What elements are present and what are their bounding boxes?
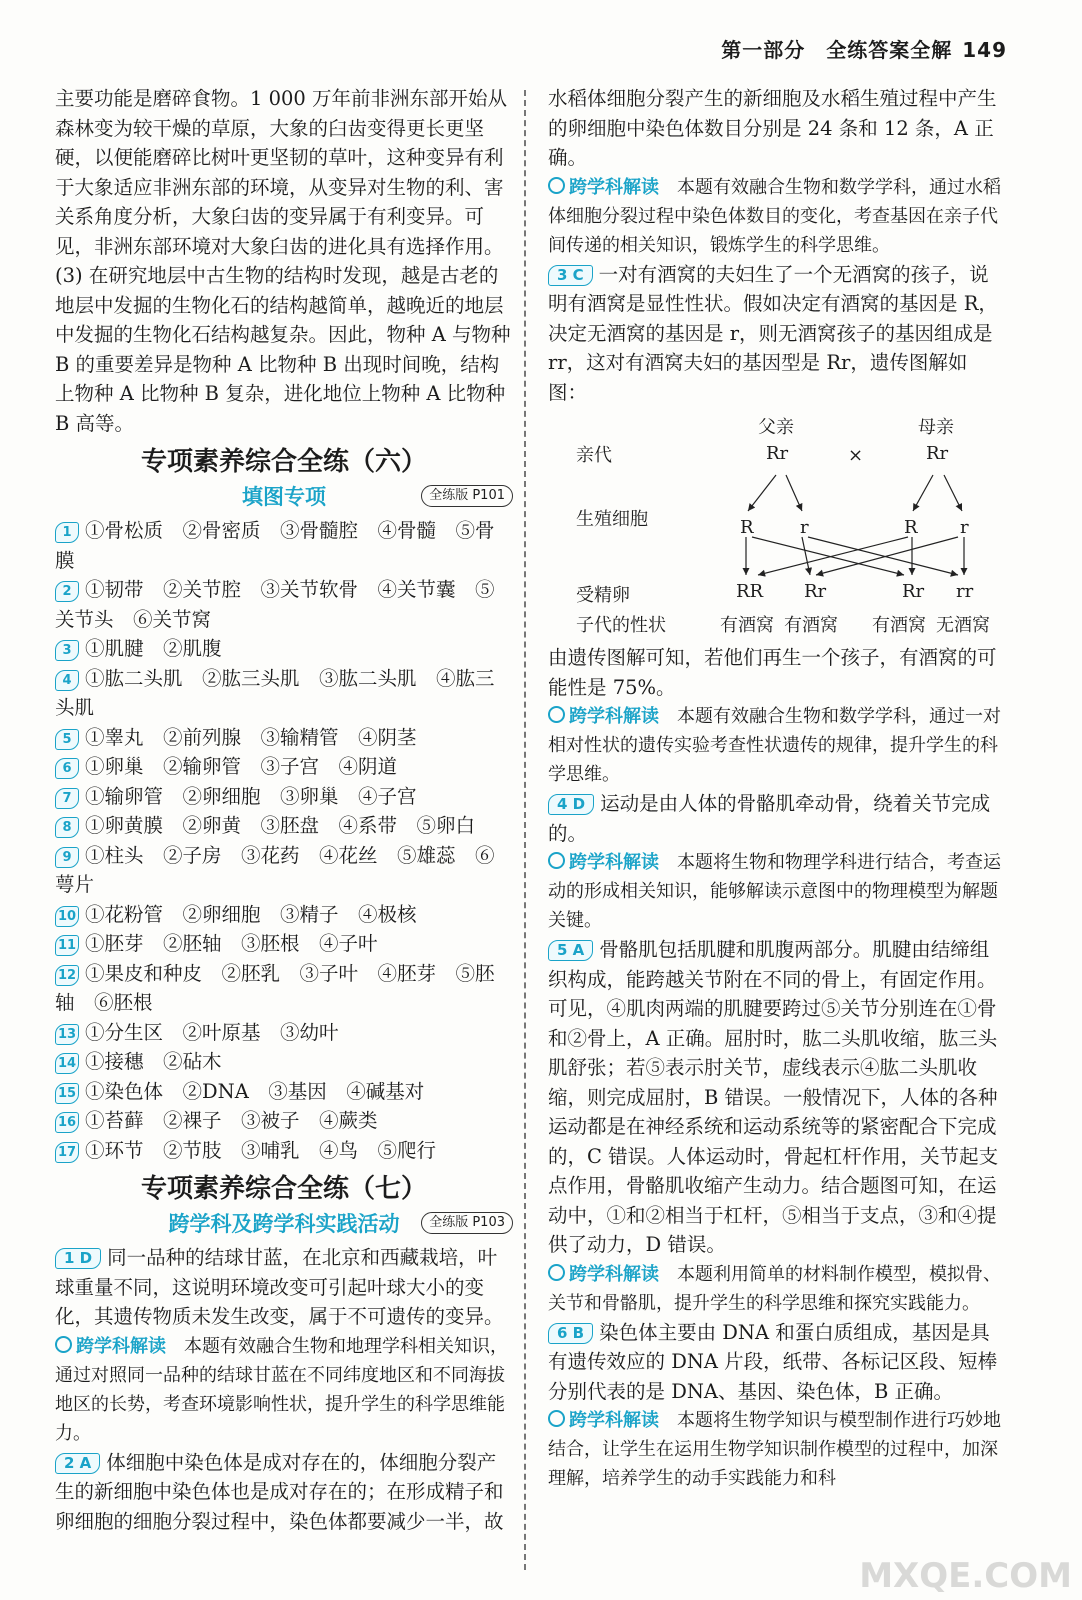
question-2-continued: 水稻体细胞分裂产生的新细胞及水稻生殖过程中产生的卵细胞中染色体数目分别是 24 条和 12 条，A 正确。 <box>548 87 997 169</box>
answer-item <box>55 811 513 841</box>
item-answer-text: ①卵巢 ②输卵管 ③子宫 ④阴道 <box>85 755 398 778</box>
question-1 <box>55 1243 513 1332</box>
note-2 <box>548 173 1006 260</box>
note-label: 跨学科解读 <box>76 1335 166 1357</box>
answer-item <box>55 752 513 782</box>
note-icon <box>548 706 565 723</box>
item-number-badge: 16 <box>55 1112 79 1133</box>
arrow <box>802 537 810 575</box>
answer-item <box>55 900 513 930</box>
item-answer-text: ①卵黄膜 ②卵黄 ③胚盘 ④系带 ⑤卵白 <box>85 814 476 837</box>
answer-item <box>55 841 513 900</box>
item-answer-text: ①胚芽 ②胚轴 ③胚根 ④子叶 <box>85 932 378 955</box>
row-label-gamete: 生殖细胞 <box>576 509 648 530</box>
question-1-text: 同一品种的结球甘蓝，在北京和西藏栽培，叶球重量不同，这说明环境改变可引起叶球大小的变化，其遗传物质未发生改变，属于不可遗传的变异。 <box>55 1246 504 1328</box>
column-divider <box>524 90 526 1570</box>
section7-subtitle: 跨学科及跨学科实践活动 <box>168 1212 400 1236</box>
trait: 无酒窝 <box>936 615 990 636</box>
answer-item <box>55 664 513 723</box>
answer-item <box>55 959 513 1018</box>
item-answer-text: ①骨松质 ②骨密质 ③骨髓腔 ④骨髓 ⑤骨膜 <box>55 519 495 572</box>
answer-badge: 6 B <box>548 1323 593 1344</box>
answer-item <box>55 1018 513 1048</box>
answer-item <box>55 1136 513 1166</box>
question-5-text: 骨骼肌包括肌腱和肌腹两部分。肌腱由结缔组织构成，能跨越关节附在不同的骨上，有固定作用。可见，④肌肉两端的肌腱要跨过⑤关节分别连在①骨和②骨上，A 正确。屈肘时，肱二头肌收缩，肱三头肌舒张；若⑤表示肘关节，虚线表示④肱二头肌收缩，则完成屈肘，B 错误。一般情况下，人体的各种运动都是在神经系统和运动系统等的紧密配合下完成的，C 错误。人体运动时，骨起杠杆作用，关节起支点作用，骨骼肌收缩产生动力。结合题图可知，在运动中，①和②相当于杠杆，⑤相当于支点，③和④提供了动力，D 错误。 <box>548 938 999 1256</box>
answer-item <box>55 1047 513 1077</box>
section7-subtitle-row <box>55 1207 513 1241</box>
item-number-badge: 9 <box>55 847 79 868</box>
answer-item <box>55 634 513 664</box>
zygote: rr <box>956 581 974 602</box>
item-number-badge: 2 <box>55 581 79 602</box>
arrow <box>748 475 776 511</box>
note-icon <box>55 1336 72 1353</box>
gamete: r <box>960 517 969 538</box>
row-label-zygote: 受精卵 <box>576 585 630 606</box>
note-icon <box>548 1410 565 1427</box>
answer-badge: 5 A <box>548 940 593 961</box>
item-number-badge: 1 <box>55 522 79 543</box>
item-number-badge: 8 <box>55 817 79 838</box>
item-number-badge: 11 <box>55 935 79 956</box>
item-answer-text: ①韧带 ②关节腔 ③关节软骨 ④关节囊 ⑤关节头 ⑥关节窝 <box>55 578 495 631</box>
gamete: R <box>904 517 918 538</box>
item-number-badge: 4 <box>55 670 79 691</box>
item-answer-text: ①柱头 ②子房 ③花药 ④花丝 ⑤雄蕊 ⑥萼片 <box>55 843 495 896</box>
cross-symbol: × <box>848 445 864 466</box>
row-label-parent: 亲代 <box>576 445 612 466</box>
item-number-badge: 14 <box>55 1053 79 1074</box>
zygote: RR <box>736 581 764 602</box>
note-label: 跨学科解读 <box>569 852 659 873</box>
item-answer-text: ①睾丸 ②前列腺 ③输精管 ④阴茎 <box>85 725 417 749</box>
answer-item <box>55 1106 513 1136</box>
item-number-badge: 17 <box>55 1142 79 1163</box>
section6-subtitle-row <box>55 480 513 514</box>
answer-badge: 2 A <box>55 1453 100 1474</box>
father-label: 父亲 <box>758 417 794 438</box>
item-answer-text: ①果皮和种皮 ②胚乳 ③子叶 ④胚芽 ⑤胚轴 ⑥胚根 <box>55 961 495 1014</box>
question-4 <box>548 789 1006 848</box>
row-label-trait: 子代的性状 <box>576 615 666 636</box>
trait: 有酒窝 <box>872 615 926 636</box>
answer-badge: 3 C <box>548 265 593 286</box>
question-3-text: 一对有酒窝的夫妇生了一个无酒窝的孩子，说明有酒窝是显性性状。假如决定有酒窝的基因是 R，决定无酒窝的基因是 r，则无酒窝孩子的基因组成是 rr，这对有酒窝夫妇的基因型是 Rr，遗传图解如图： <box>548 262 998 404</box>
arrow <box>913 475 933 511</box>
question-5 <box>548 935 1006 1260</box>
note-label: 跨学科解读 <box>569 706 659 727</box>
note-1-text: 本题有效融合生物和地理学科相关知识，通过对照同一品种的结球甘蓝在不同纬度地区和不同海拔地区的长势，考查环境影响性状，提升学生的科学思维能力。 <box>55 1335 508 1444</box>
arrow <box>786 475 802 511</box>
question-6-text: 染色体主要由 DNA 和蛋白质组成，基因是具有遗传效应的 DNA 片段，纸带、各标记区段、短棒分别代表的是 DNA、基因、染色体，B 正确。 <box>548 1320 998 1403</box>
answer-item <box>55 1077 513 1107</box>
arrow <box>944 475 962 511</box>
question-3-conclusion: 由遗传图解可知，若他们再生一个孩子，有酒窝的可能性是 75%。 <box>548 646 997 699</box>
item-number-badge: 10 <box>55 906 79 927</box>
section6-ref-badge: 全练版 P101 <box>421 485 513 507</box>
note-6-text: 本题将生物学知识与模型制作进行巧妙地结合，让学生在运用生物学知识制作模型的过程中，加深理解，培养学生的动手实践能力和科 <box>548 1410 1001 1489</box>
note-label: 跨学科解读 <box>569 1410 659 1431</box>
right-column <box>548 84 1006 1493</box>
fill-diagram-answers <box>55 516 513 1165</box>
note-5-text: 本题利用简单的材料制作模型，模拟骨、关节和骨骼肌，提升学生的科学思维和探究实践能力。 <box>548 1263 1001 1314</box>
item-number-badge: 13 <box>55 1024 79 1045</box>
zygote: Rr <box>804 581 827 602</box>
page-number: 149 <box>962 38 1007 62</box>
item-number-badge: 5 <box>55 729 79 750</box>
header-section: 第一部分 全练答案全解 <box>721 38 953 62</box>
question-2-text: 体细胞中染色体是成对存在的，体细胞分裂产生的新细胞中染色体也是成对存在的；在形成精子和卵细胞的细胞分裂过程中，染色体都要减少一半，故 <box>55 1450 504 1533</box>
trait: 有酒窝 <box>784 615 838 636</box>
question-3 <box>548 260 1006 408</box>
note-3 <box>548 702 1006 789</box>
father-genotype: Rr <box>766 443 789 464</box>
note-5 <box>548 1260 1006 1318</box>
note-icon <box>548 852 565 869</box>
intro-paragraph: 主要功能是磨碎食物。1 000 万年前非洲东部开始从森林变为较干燥的草原，大象的臼齿变得更长更坚硬，以便能磨碎比树叶更坚韧的草叶，这种变异有利于大象适应非洲东部的环境，从变异对生物的利、害关系角度分析，大象臼齿的变异属于有利变异。可见，非洲东部环境对大象臼齿的进化具有选择作用。(3) 在研究地层中古生物的结构时发现，越是古老的地层中发掘的生物化石的结构越简单，越晚近的地层中发掘的生物化石结构越复杂。因此，物种 A 与物种 B 的重要差异是物种 A 比物种 B 出现时间晚，结构上物种 A 比物种 B 复杂，进化地位上物种 A 比物种 B 高等。 <box>55 87 511 435</box>
note-4-text: 本题将生物和物理学科进行结合，考查运动的形成相关知识，能够解读示意图中的物理模型为解题关键。 <box>548 852 1001 931</box>
note-3-text: 本题有效融合生物和数学学科，通过一对相对性状的遗传实验考查性状遗传的规律，提升学生的科学思维。 <box>548 706 1001 785</box>
item-number-badge: 12 <box>55 965 79 986</box>
answer-badge: 1 D <box>55 1248 101 1269</box>
answer-item <box>55 723 513 753</box>
section6-subtitle: 填图专项 <box>242 485 326 509</box>
section7-ref-badge: 全练版 P103 <box>421 1212 513 1234</box>
section6-title: 专项素养综合全练（六） <box>140 447 427 477</box>
note-6 <box>548 1406 1006 1493</box>
note-1 <box>55 1332 513 1448</box>
note-icon <box>548 1264 565 1281</box>
note-label: 跨学科解读 <box>569 1263 659 1285</box>
question-2 <box>55 1448 513 1537</box>
item-answer-text: ①肱二头肌 ②肱三头肌 ③肱二头肌 ④肱三头肌 <box>55 666 495 719</box>
answer-badge: 4 D <box>548 794 594 815</box>
page-header <box>721 34 1007 63</box>
item-number-badge: 15 <box>55 1083 79 1104</box>
item-answer-text: ①花粉管 ②卵细胞 ③精子 ④极核 <box>85 902 417 926</box>
section7-title: 专项素养综合全练（七） <box>140 1174 427 1204</box>
item-answer-text: ①分生区 ②叶原基 ③幼叶 <box>85 1020 339 1044</box>
answer-item <box>55 782 513 812</box>
item-number-badge: 7 <box>55 788 79 809</box>
note-2-text: 本题有效融合生物和数学学科，通过水稻体细胞分裂过程中染色体数目的变化，考查基因在亲子代间传递的相关知识，锻炼学生的科学思维。 <box>548 176 1001 256</box>
item-answer-text: ①染色体 ②DNA ③基因 ④碱基对 <box>85 1079 425 1103</box>
gamete: r <box>800 517 809 538</box>
item-answer-text: ①接穗 ②砧木 <box>85 1050 222 1073</box>
zygote: Rr <box>902 581 925 602</box>
left-column <box>55 84 513 1536</box>
note-4 <box>548 848 1006 935</box>
answer-item <box>55 929 513 959</box>
watermark: MXQE.COM <box>859 1556 1072 1596</box>
question-6 <box>548 1318 1006 1407</box>
note-label: 跨学科解读 <box>569 176 659 198</box>
trait: 有酒窝 <box>720 615 774 636</box>
gamete: R <box>740 517 754 538</box>
question-4-text: 运动是由人体的骨骼肌牵动骨，绕着关节完成的。 <box>548 792 991 845</box>
item-answer-text: ①肌腱 ②肌腹 <box>85 637 222 660</box>
mother-genotype: Rr <box>926 443 949 464</box>
note-icon <box>548 177 565 194</box>
item-answer-text: ①输卵管 ②卵细胞 ③卵巢 ④子宫 <box>85 784 417 808</box>
item-answer-text: ①环节 ②节肢 ③哺乳 ④鸟 ⑤爬行 <box>85 1138 437 1162</box>
genetic-cross-diagram <box>548 413 1006 641</box>
item-number-badge: 3 <box>55 640 79 661</box>
mother-label: 母亲 <box>918 417 954 438</box>
answer-item <box>55 575 513 634</box>
item-answer-text: ①苔藓 ②裸子 ③被子 ④蕨类 <box>85 1109 378 1132</box>
item-number-badge: 6 <box>55 758 79 779</box>
answer-item <box>55 516 513 575</box>
